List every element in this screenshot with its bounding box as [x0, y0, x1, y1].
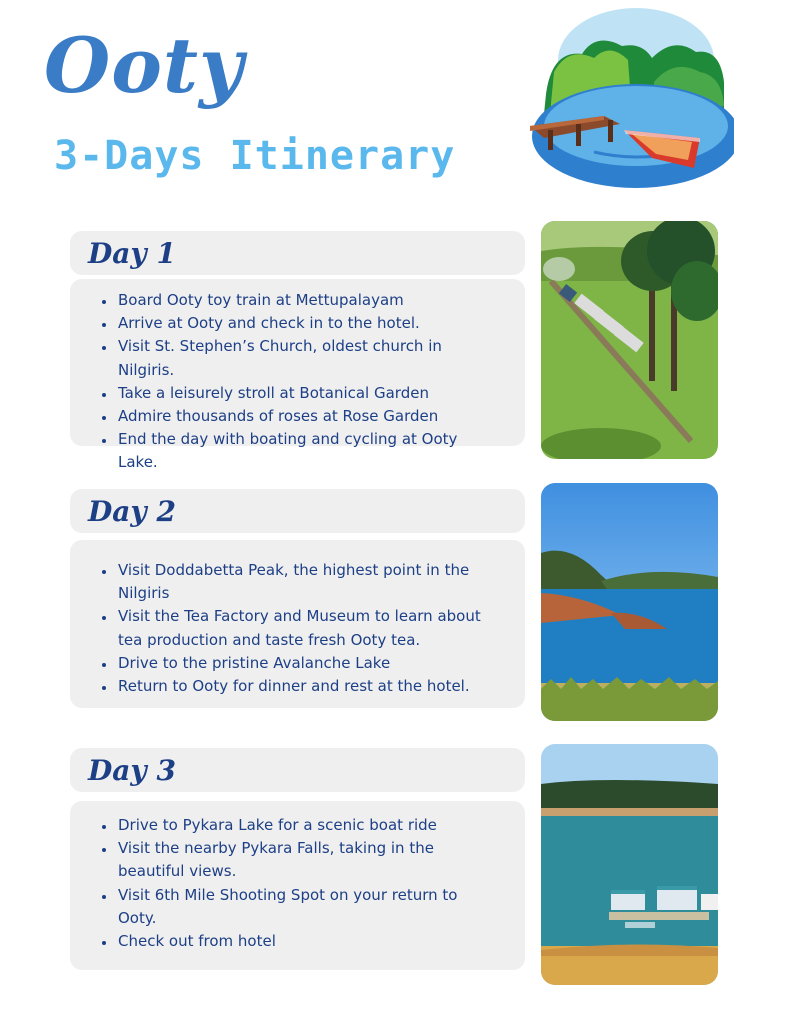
day-2-label: Day 2	[88, 495, 176, 528]
list-item: • Arrive at Ooty and check in to the hotel.	[116, 312, 499, 335]
list-item: • Visit the nearby Pykara Falls, taking in the beautiful views.	[116, 837, 499, 883]
list-item: • Visit 6th Mile Shooting Spot on your return to Ooty.	[116, 884, 499, 930]
day-3-label: Day 3	[88, 754, 176, 787]
list-item: • Visit Doddabetta Peak, the highest point in the Nilgiris	[116, 559, 499, 605]
list-item: • Visit the Tea Factory and Museum to learn about tea production and taste fresh Ooty tea.	[116, 605, 499, 651]
day-2-header	[70, 489, 525, 533]
toy-train-photo	[541, 221, 718, 459]
list-item: • Return to Ooty for dinner and rest at the hotel.	[116, 675, 499, 698]
avalanche-lake-photo	[541, 483, 718, 721]
list-item: • Board Ooty toy train at Mettupalayam	[116, 289, 499, 312]
day-1-label: Day 1	[88, 237, 176, 270]
page-title: Ooty	[44, 21, 245, 110]
list-item: • End the day with boating and cycling at Ooty Lake.	[116, 428, 499, 474]
day-2-activities	[70, 540, 525, 708]
page-subtitle: 3-Days Itinerary	[54, 133, 456, 179]
list-item: • Visit St. Stephen’s Church, oldest church in Nilgiris.	[116, 335, 499, 381]
day-1-activities	[70, 279, 525, 472]
lake-boat-illustration	[524, 2, 734, 198]
list-item: • Drive to Pykara Lake for a scenic boat ride	[116, 814, 499, 837]
list-item: • Take a leisurely stroll at Botanical Garden	[116, 382, 499, 405]
pykara-lake-photo	[541, 744, 718, 985]
list-item: • Admire thousands of roses at Rose Garden	[116, 405, 499, 428]
day-1-header	[70, 231, 525, 275]
day-3-activities	[70, 801, 525, 970]
list-item: • Drive to the pristine Avalanche Lake	[116, 652, 499, 675]
list-item: • Check out from hotel	[116, 930, 499, 953]
day-3-header	[70, 748, 525, 792]
